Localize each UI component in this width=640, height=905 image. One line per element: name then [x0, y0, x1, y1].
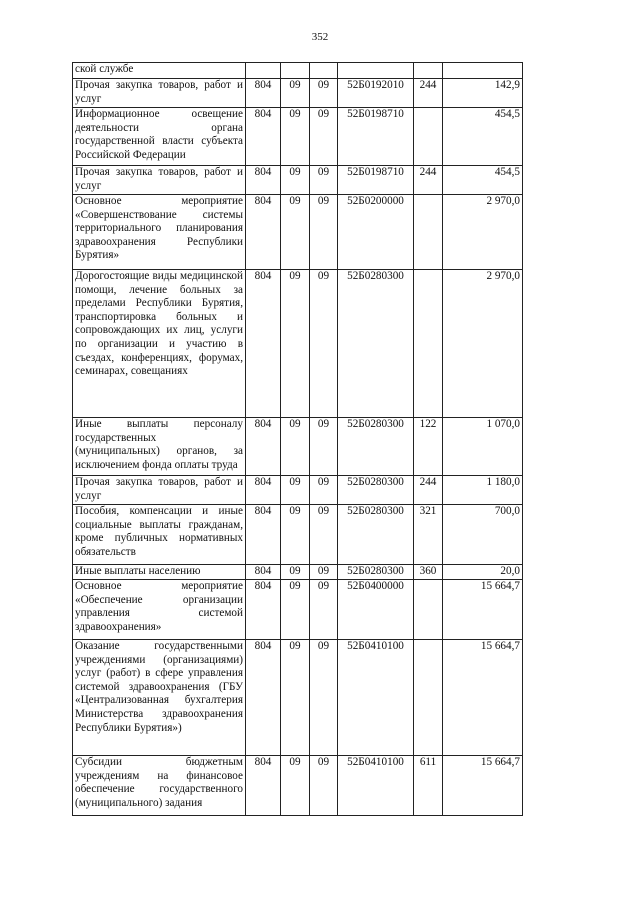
ministry-code: 804	[246, 756, 281, 816]
target-article-code: 52Б0200000	[338, 195, 414, 270]
ministry-code: 804	[246, 108, 281, 166]
expense-type-code: 244	[414, 166, 443, 195]
item-name: Пособия, компенсации и иные социальные выплаты гражданам, кроме публичных нормативных обязательств	[73, 505, 246, 565]
target-article-code: 52Б0280300	[338, 418, 414, 476]
page-number: 352	[311, 31, 329, 43]
target-article-code: 52Б0198710	[338, 108, 414, 166]
amount: 454,5	[443, 166, 523, 195]
subsection-code: 09	[310, 270, 338, 418]
ministry-code: 804	[246, 565, 281, 580]
item-name: Основное мероприятие «Совершенствование системы территориального планирования здравоохранения Республики Бурятия»	[73, 195, 246, 270]
table-row	[73, 108, 523, 166]
target-article-code: 52Б0280300	[338, 505, 414, 565]
expense-type-code	[414, 108, 443, 166]
ministry-code: 804	[246, 580, 281, 640]
item-name: Информационное освещение деятельности органа государственной власти субъекта Российской Федерации	[73, 108, 246, 166]
expense-type-code	[414, 580, 443, 640]
item-name: ской службе	[73, 63, 246, 79]
section-code: 09	[281, 580, 310, 640]
item-name: Субсидии бюджетным учреждениям на финансовое обеспечение государственного (муниципального) задания	[73, 756, 246, 816]
item-name: Основное мероприятие «Обеспечение организации управления системой здравоохранения»	[73, 580, 246, 640]
expense-type-code	[414, 270, 443, 418]
section-code: 09	[281, 418, 310, 476]
section-code: 09	[281, 270, 310, 418]
target-article-code: 52Б0410100	[338, 640, 414, 756]
table-row	[73, 640, 523, 756]
ministry-code: 804	[246, 476, 281, 505]
amount: 15 664,7	[443, 580, 523, 640]
amount: 700,0	[443, 505, 523, 565]
expense-type-code: 244	[414, 476, 443, 505]
table-row	[73, 63, 523, 79]
amount	[443, 63, 523, 79]
subsection-code: 09	[310, 756, 338, 816]
section-code: 09	[281, 79, 310, 108]
item-name: Дорогостоящие виды медицинской помощи, лечение больных за пределами Республики Бурятия, транспортировка больных и сопровождающих их лиц, услуги по организации и участию в съездах, конференциях, форумах, семинарах, совещаниях	[73, 270, 246, 418]
target-article-code: 52Б0410100	[338, 756, 414, 816]
expense-type-code	[414, 63, 443, 79]
item-name: Иные выплаты персоналу государственных (муниципальных) органов, за исключением фонда оплаты труда	[73, 418, 246, 476]
table-row	[73, 505, 523, 565]
table-row	[73, 79, 523, 108]
table-row	[73, 418, 523, 476]
expense-type-code: 360	[414, 565, 443, 580]
subsection-code: 09	[310, 418, 338, 476]
ministry-code: 804	[246, 166, 281, 195]
section-code	[281, 63, 310, 79]
section-code: 09	[281, 108, 310, 166]
amount: 2 970,0	[443, 270, 523, 418]
table-row	[73, 166, 523, 195]
target-article-code: 52Б0280300	[338, 270, 414, 418]
target-article-code: 52Б0280300	[338, 476, 414, 505]
subsection-code: 09	[310, 166, 338, 195]
table-row	[73, 756, 523, 816]
ministry-code: 804	[246, 640, 281, 756]
section-code: 09	[281, 640, 310, 756]
section-code: 09	[281, 756, 310, 816]
target-article-code: 52Б0400000	[338, 580, 414, 640]
amount: 454,5	[443, 108, 523, 166]
section-code: 09	[281, 166, 310, 195]
subsection-code: 09	[310, 476, 338, 505]
expense-type-code: 244	[414, 79, 443, 108]
item-name: Оказание государственными учреждениями (организациями) услуг (работ) в сфере управления системой здравоохранения (ГБУ «Централизованная бухгалтерия Министерства здравоохранения Республики Бурятия»)	[73, 640, 246, 756]
ministry-code: 804	[246, 79, 281, 108]
expense-type-code	[414, 640, 443, 756]
subsection-code: 09	[310, 505, 338, 565]
table-row	[73, 476, 523, 505]
subsection-code: 09	[310, 195, 338, 270]
amount: 15 664,7	[443, 756, 523, 816]
subsection-code: 09	[310, 79, 338, 108]
ministry-code: 804	[246, 195, 281, 270]
item-name: Прочая закупка товаров, работ и услуг	[73, 166, 246, 195]
subsection-code: 09	[310, 580, 338, 640]
amount: 2 970,0	[443, 195, 523, 270]
target-article-code: 52Б0192010	[338, 79, 414, 108]
section-code: 09	[281, 195, 310, 270]
amount: 142,9	[443, 79, 523, 108]
expense-type-code: 321	[414, 505, 443, 565]
table-row	[73, 580, 523, 640]
amount: 1 180,0	[443, 476, 523, 505]
budget-table	[72, 62, 523, 816]
ministry-code: 804	[246, 505, 281, 565]
ministry-code: 804	[246, 418, 281, 476]
subsection-code	[310, 63, 338, 79]
item-name: Иные выплаты населению	[73, 565, 246, 580]
ministry-code: 804	[246, 270, 281, 418]
subsection-code: 09	[310, 108, 338, 166]
expense-type-code: 122	[414, 418, 443, 476]
table-row	[73, 565, 523, 580]
item-name: Прочая закупка товаров, работ и услуг	[73, 79, 246, 108]
ministry-code	[246, 63, 281, 79]
amount: 20,0	[443, 565, 523, 580]
table-row	[73, 195, 523, 270]
section-code: 09	[281, 505, 310, 565]
expense-type-code: 611	[414, 756, 443, 816]
section-code: 09	[281, 565, 310, 580]
target-article-code: 52Б0198710	[338, 166, 414, 195]
table-row	[73, 270, 523, 418]
item-name: Прочая закупка товаров, работ и услуг	[73, 476, 246, 505]
amount: 1 070,0	[443, 418, 523, 476]
section-code: 09	[281, 476, 310, 505]
expense-type-code	[414, 195, 443, 270]
subsection-code: 09	[310, 640, 338, 756]
target-article-code	[338, 63, 414, 79]
subsection-code: 09	[310, 565, 338, 580]
target-article-code: 52Б0280300	[338, 565, 414, 580]
amount: 15 664,7	[443, 640, 523, 756]
